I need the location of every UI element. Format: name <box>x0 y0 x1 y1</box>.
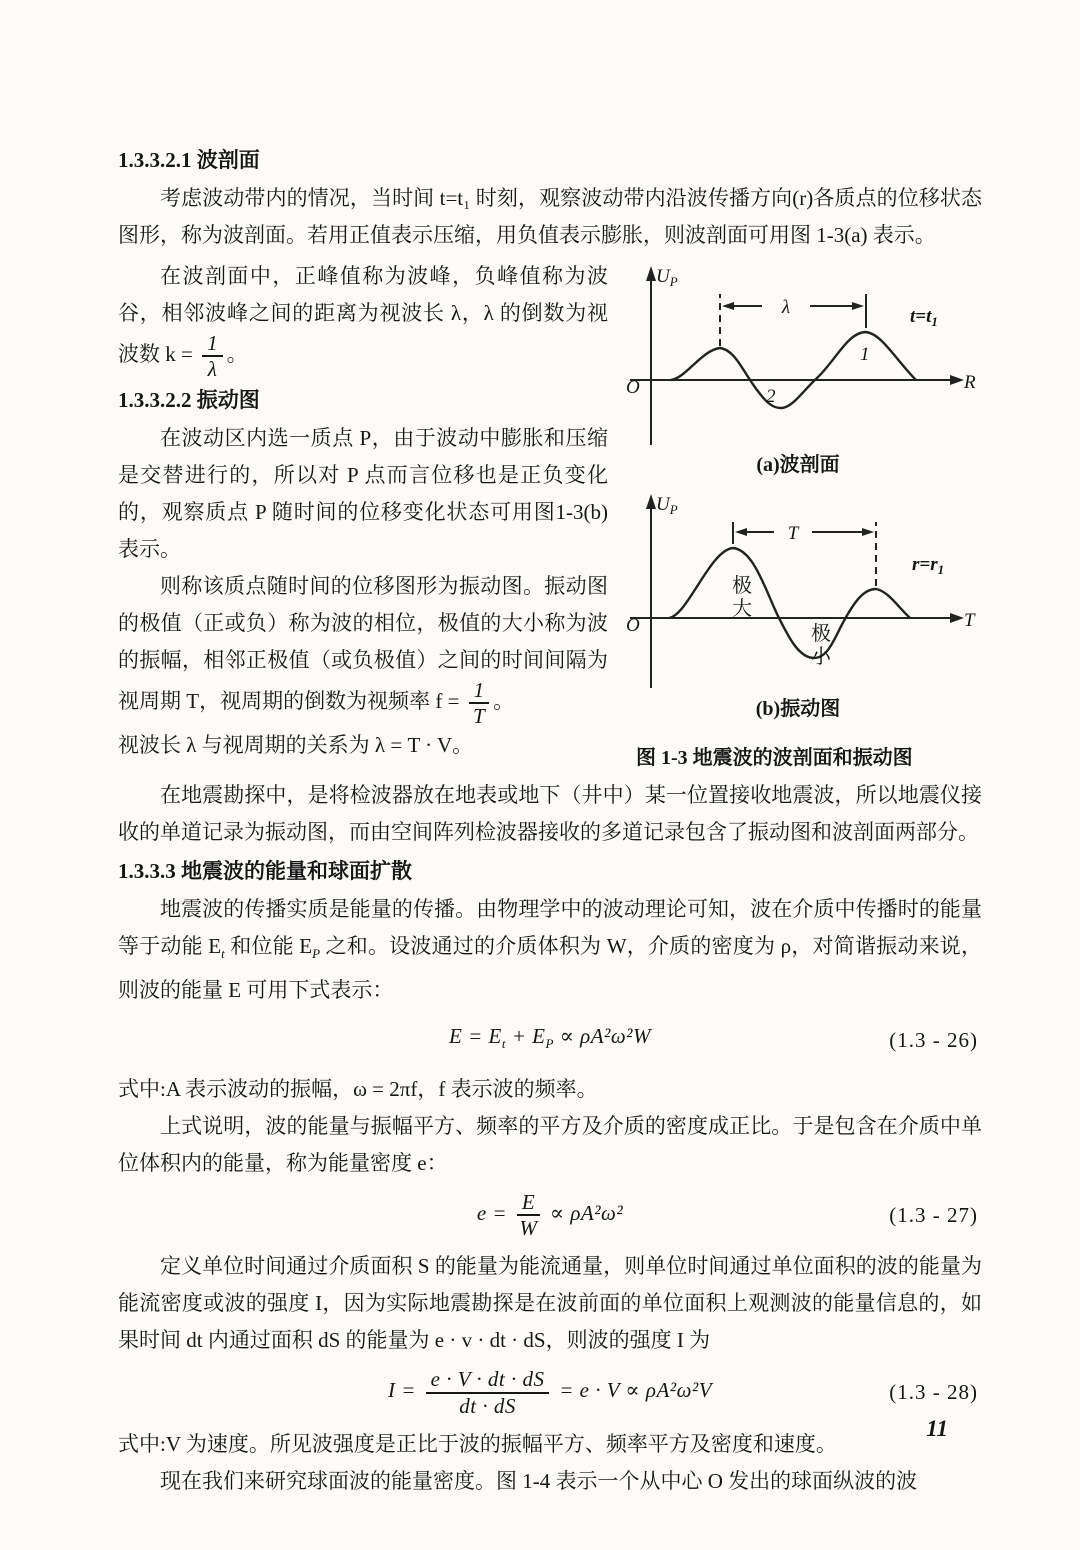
eq26-part-2: + E <box>505 1024 546 1049</box>
equation-1-3-26 <box>118 1018 982 1062</box>
eq28-rhs: = e · V ∝ ρA²ω²V <box>553 1378 713 1403</box>
figure-a-caption: (a)波剖面 <box>756 454 840 476</box>
y-axis-arrow-icon <box>646 494 656 509</box>
lambda-arrowhead-left-icon <box>722 302 734 310</box>
figure-1-3b <box>614 488 982 722</box>
fraction-numerator: e · V · dt · dS <box>426 1368 550 1393</box>
fraction-frequency <box>469 679 490 727</box>
paragraph-eq28-note: 式中:V 为速度。所见波强度是正比于波的振幅平方、频率平方及密度和速度。 <box>118 1431 837 1456</box>
eq26-subscript-2: P <box>545 1036 554 1052</box>
time-label: $t=t_1$ <box>910 306 938 329</box>
fraction-numerator: 1 <box>202 332 223 357</box>
wave-curve-a <box>671 332 916 408</box>
origin-label: O <box>626 377 640 398</box>
x-axis-label: T <box>964 610 975 631</box>
fraction-numerator: E <box>517 1191 540 1216</box>
period-label: T <box>787 523 799 544</box>
origin-label: O <box>626 615 640 636</box>
fraction-denominator: λ <box>207 357 217 382</box>
fraction-numerator: 1 <box>469 679 490 704</box>
period-arrowhead-left-icon <box>735 528 747 536</box>
paragraph-energy-intro <box>118 891 982 1009</box>
paragraph-wave-profile-intro: 考虑波动带内的情况，当时间 t=t₁ 时刻，观察波动带内沿波传播方向(r)各质点的位移状态图形，称为波剖面。若用正值表示压缩，用负值表示膨胀，则波剖面可用图 1-3(a) 表示。 <box>118 186 982 247</box>
maximum-label-bottom: 大 <box>732 598 752 620</box>
paragraph-vibration-suffix: 。 <box>493 689 515 714</box>
y-axis-label: $U_P$ <box>656 266 678 289</box>
page-content <box>118 140 982 1500</box>
eq27-rhs: ∝ ρA²ω² <box>544 1201 624 1226</box>
paragraph-geophone: 在地震勘探中，是将检波器放在地表或地下（井中）某一位置接收地震波，所以地震仪接收的单道记录为振动图，而由空间阵列检波器接收的多道记录包含了振动图和波剖面两部分。 <box>118 783 982 844</box>
fraction-denominator: dt · dS <box>459 1393 516 1418</box>
figure-1-3a <box>614 260 982 478</box>
paragraph-peak-trough-text: 在波剖面中，正峰值称为波峰，负峰值称为波谷，相邻波峰之间的距离为视波长 λ，λ 的倒数为视波数 k = <box>118 264 608 367</box>
y-axis-arrow-icon <box>646 266 656 281</box>
paragraph-particle-p: 在波动区内选一质点 P，由于波动中膨胀和压缩是交替进行的，所以对 P 点而言位移也是正负变化的，观察质点 P 随时间的位移变化状态可用图1-3(b)表示。 <box>118 426 608 562</box>
fraction-energy-density <box>517 1191 540 1239</box>
x-axis-label: R <box>964 372 976 393</box>
equation-1-3-28 <box>118 1368 982 1416</box>
eq28-lhs: I = <box>387 1378 422 1403</box>
wave-profile-diagram <box>614 260 980 452</box>
paragraph-lambda-relation: 视波长 λ 与视周期的关系为 λ = T · V。 <box>118 733 474 758</box>
two-column-block <box>118 258 982 777</box>
peak-number-label: 1 <box>860 344 870 365</box>
figure-1-3-caption: 图 1-3 地震波的波剖面和振动图 <box>636 747 913 769</box>
left-text-column <box>118 258 608 764</box>
eq27-lhs: e = <box>476 1201 513 1226</box>
eq26-part-1: E = E <box>449 1024 502 1049</box>
equation-number: (1.3 - 27) <box>889 1202 978 1227</box>
equation-body <box>388 1368 712 1416</box>
equation-body <box>477 1191 623 1239</box>
equation-body <box>449 1018 651 1062</box>
maximum-label-top: 极 <box>732 575 752 597</box>
minimum-label-bottom: 小 <box>811 646 831 668</box>
lambda-arrowhead-right-icon <box>852 302 864 310</box>
figure-column <box>614 258 982 777</box>
lambda-label: λ <box>781 297 791 318</box>
eq26-subscript-1: t <box>501 1036 506 1052</box>
period-arrowhead-right-icon <box>862 528 874 536</box>
fraction-denominator: W <box>519 1216 538 1241</box>
energy-intro-text-1: 地震波的传播实质是能量的传播。由物理学中的波动理论可知，波在介质中传播时的能量等于动能 E <box>118 897 982 958</box>
kinetic-energy-subscript: t <box>221 946 225 962</box>
page-number: 11 <box>926 1416 948 1441</box>
wave-curve-b <box>669 548 910 658</box>
potential-energy-subscript: P <box>312 946 321 962</box>
paragraph-energy-density: 上式说明，波的能量与振幅平方、频率的平方及介质的密度成正比。于是包含在介质中单位体积内的能量，称为能量密度 e： <box>118 1114 982 1176</box>
paragraph-peak-trough <box>118 258 608 380</box>
x-axis-arrow-icon <box>950 375 964 385</box>
x-axis-arrow-icon <box>950 613 964 623</box>
distance-label: $r=r_1$ <box>912 554 945 577</box>
paragraph-energy-flux: 定义单位时间通过介质面积 S 的能量为能流通量，则单位时间通过单位面积的波的能量为能流密度或波的强度 I，因为实际地震勘探是在波前面的单位面积上观测波的能量信息的，如果时间 dt 内通过面积 dS 的能量为 e · v · dt · dS，则波的强度 I 为 <box>118 1254 982 1353</box>
paragraph-vibration-text: 则称该质点随时间的位移图形为振动图。振动图的极值（正或负）称为波的相位，极值的大小称为波的振幅，相邻正极值（或负极值）之间的时间间隔为视周期 T，视周期的倒数为视频率 f = <box>118 574 608 714</box>
equation-1-3-27 <box>118 1191 982 1239</box>
trough-number-label: 2 <box>766 386 776 407</box>
fraction-denominator: T <box>473 704 485 729</box>
section-heading-1-3-3-2-2: 1.3.3.2.2 振动图 <box>118 388 260 413</box>
energy-intro-text-2: 和位能 E <box>224 934 313 958</box>
vibration-diagram <box>614 488 980 696</box>
figure-b-caption: (b)振动图 <box>755 698 841 720</box>
minimum-label-top: 极 <box>811 623 831 645</box>
paragraph-spherical-wave: 现在我们来研究球面波的能量密度。图 1-4 表示一个从中心 O 发出的球面纵波的波 <box>160 1468 918 1493</box>
section-heading-1-3-3-3: 1.3.3.3 地震波的能量和球面扩散 <box>118 859 412 883</box>
equation-number: (1.3 - 28) <box>889 1380 978 1405</box>
fraction-wave-intensity <box>426 1368 550 1416</box>
section-heading-1-3-3-2-1: 1.3.3.2.1 波剖面 <box>118 148 260 172</box>
fraction-wavenumber <box>202 332 223 380</box>
y-axis-label: $U_P$ <box>656 494 678 517</box>
paragraph-vibration-graph <box>118 568 608 727</box>
eq26-part-3: ∝ ρA²ω²W <box>553 1024 651 1049</box>
paragraph-eq26-note: 式中:A 表示波动的振幅，ω = 2πf，f 表示波的频率。 <box>118 1077 598 1102</box>
paragraph-peak-trough-suffix: 。 <box>226 342 248 367</box>
energy-intro-text-3: 之和。设波通过的介质体积为 W，介质的密度为 ρ，对简谐振动来说，则波的能量 E 可用下式表示： <box>118 934 982 1003</box>
equation-number: (1.3 - 26) <box>889 1027 978 1052</box>
